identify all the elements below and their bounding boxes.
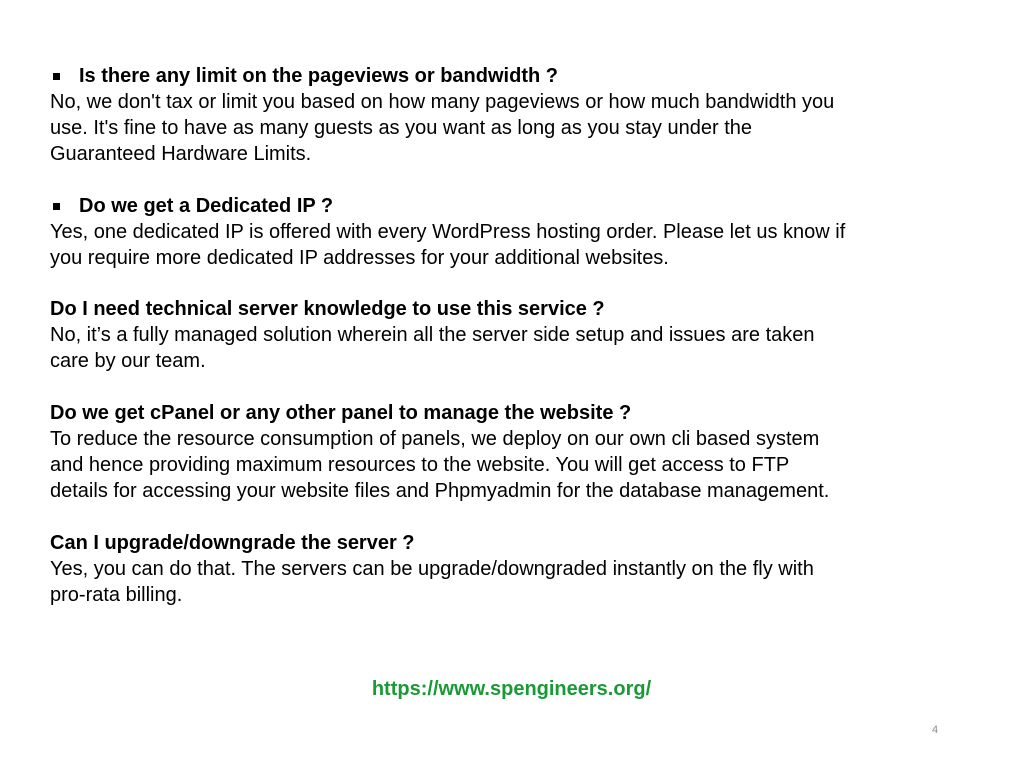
faq-answer-line: pro-rata billing. (50, 584, 183, 606)
faq-item-upgrade-downgrade (50, 530, 980, 608)
faq-answer-line: use. It's fine to have as many guests as you want as long as you stay under the (50, 117, 753, 139)
faq-question-text: Can I upgrade/downgrade the server ? (50, 532, 415, 554)
faq-question (50, 193, 980, 219)
faq-item-cpanel (50, 400, 980, 504)
faq-answer-line: Yes, one dedicated IP is offered with every WordPress hosting order. Please let us know if (50, 221, 846, 243)
faq-item-dedicated-ip (50, 193, 980, 271)
faq-item-technical-knowledge (50, 296, 980, 374)
faq-answer (50, 89, 980, 167)
faq-answer-line: you require more dedicated IP addresses for your additional websites. (50, 247, 669, 269)
faq-answer-line: To reduce the resource consumption of panels, we deploy on our own cli based system (50, 428, 820, 450)
square-bullet-icon (53, 203, 60, 210)
faq-question-text: Do we get a Dedicated IP ? (79, 195, 334, 217)
faq-question-text: Do I need technical server knowledge to use this service ? (50, 298, 605, 320)
faq-answer-line: Guaranteed Hardware Limits. (50, 143, 312, 165)
faq-question (50, 530, 980, 556)
faq-answer-line: and hence providing maximum resources to the website. You will get access to FTP (50, 454, 790, 476)
faq-answer-line: care by our team. (50, 350, 206, 372)
faq-question-text: Is there any limit on the pageviews or bandwidth ? (79, 65, 558, 87)
website-link[interactable]: https://www.spengineers.org/ (371, 678, 652, 700)
faq-question (50, 63, 980, 89)
page-number: 4 (932, 724, 939, 736)
faq-question (50, 296, 980, 322)
faq-answer-line: No, it’s a fully managed solution wherein all the server side setup and issues are taken (50, 324, 815, 346)
faq-answer (50, 322, 980, 374)
faq-answer-line: details for accessing your website files and Phpmyadmin for the database management. (50, 480, 830, 502)
square-bullet-icon (53, 73, 60, 80)
faq-answer (50, 556, 980, 608)
faq-question (50, 400, 980, 426)
faq-item-pageviews-bandwidth (50, 63, 980, 167)
faq-question-text: Do we get cPanel or any other panel to manage the website ? (50, 402, 632, 424)
faq-answer-line: Yes, you can do that. The servers can be upgrade/downgraded instantly on the fly with (50, 558, 814, 580)
faq-answer-line: No, we don't tax or limit you based on how many pageviews or how much bandwidth you (50, 91, 835, 113)
faq-answer (50, 219, 980, 271)
faq-answer (50, 426, 980, 504)
